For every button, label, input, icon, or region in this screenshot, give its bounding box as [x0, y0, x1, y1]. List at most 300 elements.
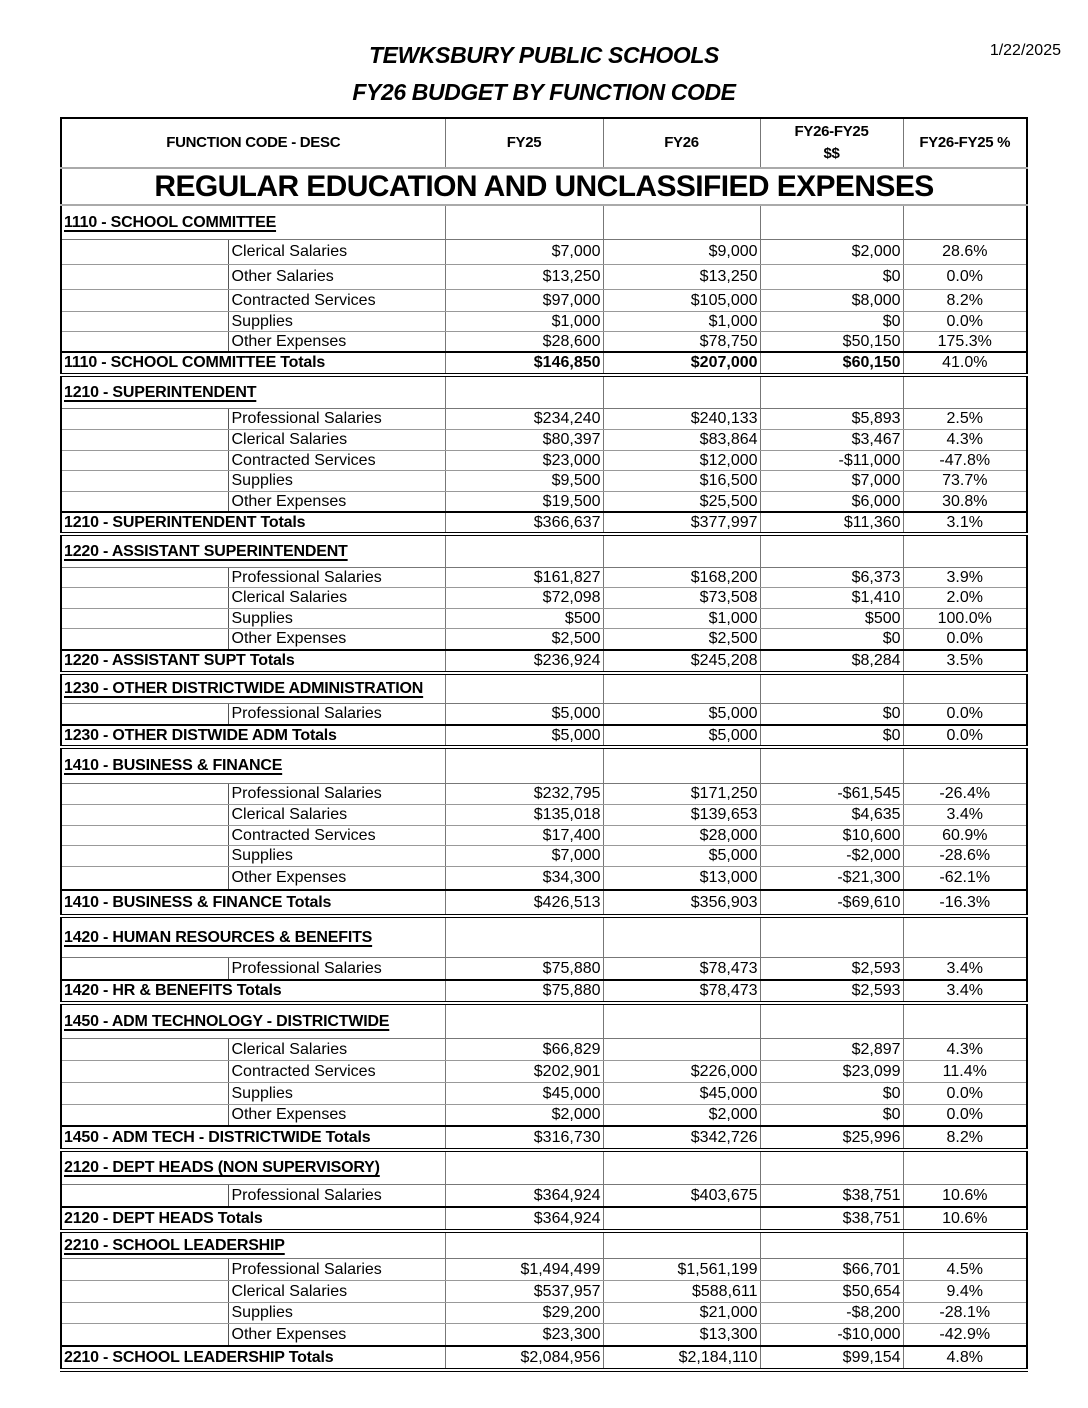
table-row	[61, 1039, 1027, 1061]
fy25-value: $161,827	[445, 568, 603, 588]
empty-cell	[445, 534, 603, 568]
section-total-row	[61, 512, 1027, 534]
empty-cell	[445, 1003, 603, 1039]
line-item-desc: Professional Salaries	[228, 1185, 445, 1208]
fy26-value: $5,000	[603, 846, 760, 867]
total-fy26: $356,903	[603, 890, 760, 916]
fy25-value: $45,000	[445, 1083, 603, 1105]
indent-cell	[61, 1105, 228, 1127]
empty-cell	[903, 375, 1027, 409]
total-diff: -$69,610	[760, 890, 903, 916]
total-fy26: $207,000	[603, 352, 760, 375]
line-item-desc: Supplies	[228, 609, 445, 629]
total-label: 2120 - DEPT HEADS Totals	[61, 1207, 445, 1231]
line-item-desc: Other Expenses	[228, 1324, 445, 1347]
total-fy25: $2,084,956	[445, 1346, 603, 1370]
pct-value: 0.0%	[903, 1105, 1027, 1127]
budget-table	[60, 117, 1028, 1372]
section-total-row	[61, 352, 1027, 375]
total-fy25: $364,924	[445, 1207, 603, 1231]
empty-cell	[760, 534, 903, 568]
diff-value: -$2,000	[760, 846, 903, 867]
fy26-value: $78,473	[603, 958, 760, 981]
pct-value: 3.4%	[903, 958, 1027, 981]
empty-cell	[445, 375, 603, 409]
section-header-row	[61, 1003, 1027, 1039]
diff-value: $50,654	[760, 1281, 903, 1303]
section-header-row	[61, 673, 1027, 704]
pct-value: -26.4%	[903, 784, 1027, 805]
diff-value: $500	[760, 609, 903, 629]
pct-value: -42.9%	[903, 1324, 1027, 1347]
diff-value: $8,000	[760, 290, 903, 312]
total-fy25: $236,924	[445, 650, 603, 673]
line-item-desc: Clerical Salaries	[228, 588, 445, 609]
section-total-row	[61, 1126, 1027, 1150]
pct-value: 0.0%	[903, 629, 1027, 651]
diff-value: -$11,000	[760, 451, 903, 471]
fy25-value: $9,500	[445, 471, 603, 492]
diff-value: $10,600	[760, 826, 903, 846]
table-row	[61, 332, 1027, 353]
fy25-value: $232,795	[445, 784, 603, 805]
fy25-value: $66,829	[445, 1039, 603, 1061]
pct-value: 9.4%	[903, 1281, 1027, 1303]
table-row	[61, 1303, 1027, 1324]
empty-cell	[760, 1231, 903, 1259]
section-header-row	[61, 1150, 1027, 1185]
line-item-desc: Professional Salaries	[228, 958, 445, 981]
empty-cell	[603, 1003, 760, 1039]
fy25-value: $1,000	[445, 312, 603, 332]
diff-value: $6,000	[760, 492, 903, 513]
diff-value: $0	[760, 1083, 903, 1105]
fy26-value: $226,000	[603, 1061, 760, 1083]
total-label: 2210 - SCHOOL LEADERSHIP Totals	[61, 1346, 445, 1370]
document-title: TEWKSBURY PUBLIC SCHOOLS	[369, 42, 719, 68]
diff-value: $50,150	[760, 332, 903, 353]
indent-cell	[61, 240, 228, 265]
line-item-desc: Other Expenses	[228, 1105, 445, 1127]
fy26-value	[603, 1039, 760, 1061]
section-header: 1110 - SCHOOL COMMITTEE	[61, 205, 445, 240]
line-item-desc: Contracted Services	[228, 1061, 445, 1083]
section-total-row	[61, 1207, 1027, 1231]
total-label: 1450 - ADM TECH - DISTRICTWIDE Totals	[61, 1126, 445, 1150]
fy26-value: $83,864	[603, 430, 760, 451]
empty-cell	[445, 747, 603, 784]
total-label: 1220 - ASSISTANT SUPT Totals	[61, 650, 445, 673]
indent-cell	[61, 1185, 228, 1208]
line-item-desc: Supplies	[228, 846, 445, 867]
fy25-value: $537,957	[445, 1281, 603, 1303]
diff-value: $0	[760, 1105, 903, 1127]
empty-cell	[603, 916, 760, 958]
table-row	[61, 240, 1027, 265]
fy25-value: $135,018	[445, 805, 603, 826]
pct-value: 4.3%	[903, 430, 1027, 451]
total-pct: 10.6%	[903, 1207, 1027, 1231]
fy25-value: $80,397	[445, 430, 603, 451]
total-diff: $2,593	[760, 980, 903, 1003]
fy26-value: $45,000	[603, 1083, 760, 1105]
header-diff-line1: FY26-FY25	[794, 123, 869, 141]
indent-cell	[61, 588, 228, 609]
table-row	[61, 629, 1027, 651]
pct-value: -47.8%	[903, 451, 1027, 471]
fy26-value: $240,133	[603, 409, 760, 430]
diff-value: $3,467	[760, 430, 903, 451]
section-header: 1410 - BUSINESS & FINANCE	[61, 747, 445, 784]
fy26-value: $13,000	[603, 867, 760, 891]
section-banner-row	[61, 168, 1027, 205]
fy25-value: $2,000	[445, 1105, 603, 1127]
fy25-value: $19,500	[445, 492, 603, 513]
total-pct: 3.5%	[903, 650, 1027, 673]
section-total-row	[61, 980, 1027, 1003]
indent-cell	[61, 958, 228, 981]
line-item-desc: Clerical Salaries	[228, 805, 445, 826]
indent-cell	[61, 609, 228, 629]
empty-cell	[445, 205, 603, 240]
fy25-value: $23,000	[445, 451, 603, 471]
table-row	[61, 958, 1027, 981]
empty-cell	[603, 205, 760, 240]
indent-cell	[61, 1039, 228, 1061]
table-row	[61, 609, 1027, 629]
indent-cell	[61, 867, 228, 891]
empty-cell	[903, 1231, 1027, 1259]
line-item-desc: Contracted Services	[228, 290, 445, 312]
total-label: 1110 - SCHOOL COMMITTEE Totals	[61, 352, 445, 375]
pct-value: 4.3%	[903, 1039, 1027, 1061]
diff-value: $7,000	[760, 471, 903, 492]
total-pct: 3.4%	[903, 980, 1027, 1003]
pct-value: 10.6%	[903, 1185, 1027, 1208]
total-fy26: $2,184,110	[603, 1346, 760, 1370]
pct-value: 0.0%	[903, 312, 1027, 332]
total-fy25: $316,730	[445, 1126, 603, 1150]
fy25-value: $72,098	[445, 588, 603, 609]
pct-value: 28.6%	[903, 240, 1027, 265]
empty-cell	[760, 1150, 903, 1185]
indent-cell	[61, 451, 228, 471]
fy26-value: $9,000	[603, 240, 760, 265]
fy26-value: $28,000	[603, 826, 760, 846]
line-item-desc: Supplies	[228, 1083, 445, 1105]
pct-value: 2.0%	[903, 588, 1027, 609]
indent-cell	[61, 265, 228, 290]
line-item-desc: Supplies	[228, 312, 445, 332]
indent-cell	[61, 784, 228, 805]
section-header-row	[61, 375, 1027, 409]
pct-value: 0.0%	[903, 265, 1027, 290]
line-item-desc: Professional Salaries	[228, 1259, 445, 1281]
empty-cell	[603, 1231, 760, 1259]
fy25-value: $75,880	[445, 958, 603, 981]
pct-value: 3.9%	[903, 568, 1027, 588]
total-diff: $99,154	[760, 1346, 903, 1370]
table-row	[61, 471, 1027, 492]
fy26-value: $12,000	[603, 451, 760, 471]
total-pct: 3.1%	[903, 512, 1027, 534]
indent-cell	[61, 826, 228, 846]
fy25-value: $17,400	[445, 826, 603, 846]
line-item-desc: Other Expenses	[228, 867, 445, 891]
line-item-desc: Contracted Services	[228, 826, 445, 846]
total-label: 1410 - BUSINESS & FINANCE Totals	[61, 890, 445, 916]
diff-value: $4,635	[760, 805, 903, 826]
empty-cell	[445, 1231, 603, 1259]
document-date: 1/22/2025	[989, 42, 1061, 59]
fy25-value: $23,300	[445, 1324, 603, 1347]
empty-cell	[903, 205, 1027, 240]
diff-value: $5,893	[760, 409, 903, 430]
fy25-value: $234,240	[445, 409, 603, 430]
empty-cell	[903, 1003, 1027, 1039]
total-label: 1210 - SUPERINTENDENT Totals	[61, 512, 445, 534]
fy26-value: $1,000	[603, 609, 760, 629]
indent-cell	[61, 629, 228, 651]
table-row	[61, 409, 1027, 430]
fy26-value: $5,000	[603, 704, 760, 726]
total-fy25: $146,850	[445, 352, 603, 375]
fy26-value: $403,675	[603, 1185, 760, 1208]
pct-value: -28.6%	[903, 846, 1027, 867]
fy26-value: $25,500	[603, 492, 760, 513]
fy26-value: $168,200	[603, 568, 760, 588]
diff-value: $6,373	[760, 568, 903, 588]
line-item-desc: Clerical Salaries	[228, 430, 445, 451]
fy25-value: $7,000	[445, 240, 603, 265]
indent-cell	[61, 1083, 228, 1105]
pct-value: 8.2%	[903, 290, 1027, 312]
line-item-desc: Contracted Services	[228, 451, 445, 471]
pct-value: 0.0%	[903, 1083, 1027, 1105]
fy26-value: $1,561,199	[603, 1259, 760, 1281]
section-header: 2120 - DEPT HEADS (NON SUPERVISORY)	[61, 1150, 445, 1185]
section-total-row	[61, 1346, 1027, 1370]
total-fy25: $366,637	[445, 512, 603, 534]
diff-value: $23,099	[760, 1061, 903, 1083]
table-row	[61, 290, 1027, 312]
line-item-desc: Clerical Salaries	[228, 1281, 445, 1303]
pct-value: -62.1%	[903, 867, 1027, 891]
fy26-value: $1,000	[603, 312, 760, 332]
table-row	[61, 451, 1027, 471]
total-fy26	[603, 1207, 760, 1231]
section-total-row	[61, 650, 1027, 673]
fy26-value: $13,250	[603, 265, 760, 290]
fy26-value: $588,611	[603, 1281, 760, 1303]
table-row	[61, 805, 1027, 826]
empty-cell	[445, 916, 603, 958]
total-diff: $25,996	[760, 1126, 903, 1150]
line-item-desc: Professional Salaries	[228, 568, 445, 588]
line-item-desc: Clerical Salaries	[228, 240, 445, 265]
section-header: 1450 - ADM TECHNOLOGY - DISTRICTWIDE	[61, 1003, 445, 1039]
indent-cell	[61, 290, 228, 312]
section-header: 1420 - HUMAN RESOURCES & BENEFITS	[61, 916, 445, 958]
fy26-value: $13,300	[603, 1324, 760, 1347]
indent-cell	[61, 430, 228, 451]
empty-cell	[903, 534, 1027, 568]
section-total-row	[61, 725, 1027, 747]
fy26-value: $2,000	[603, 1105, 760, 1127]
line-item-desc: Professional Salaries	[228, 409, 445, 430]
total-pct: 0.0%	[903, 725, 1027, 747]
fy26-value: $16,500	[603, 471, 760, 492]
indent-cell	[61, 332, 228, 353]
header-function-code-desc: FUNCTION CODE - DESC	[61, 118, 445, 168]
indent-cell	[61, 846, 228, 867]
total-diff: $0	[760, 725, 903, 747]
total-diff: $38,751	[760, 1207, 903, 1231]
section-header-row	[61, 534, 1027, 568]
diff-value: $0	[760, 704, 903, 726]
section-header-row	[61, 916, 1027, 958]
fy26-value: $2,500	[603, 629, 760, 651]
table-header-row	[61, 118, 1027, 168]
indent-cell	[61, 704, 228, 726]
diff-value: -$10,000	[760, 1324, 903, 1347]
diff-value: $0	[760, 312, 903, 332]
header-diff-line2: $$	[823, 145, 840, 162]
line-item-desc: Other Expenses	[228, 492, 445, 513]
total-diff: $11,360	[760, 512, 903, 534]
table-row	[61, 1105, 1027, 1127]
diff-value: $38,751	[760, 1185, 903, 1208]
fy25-value: $34,300	[445, 867, 603, 891]
indent-cell	[61, 1259, 228, 1281]
header-fy25: FY25	[445, 118, 603, 168]
empty-cell	[760, 673, 903, 704]
table-row	[61, 846, 1027, 867]
section-header: 1220 - ASSISTANT SUPERINTENDENT	[61, 534, 445, 568]
table-row	[61, 568, 1027, 588]
table-row	[61, 784, 1027, 805]
fy26-value: $105,000	[603, 290, 760, 312]
total-pct: -16.3%	[903, 890, 1027, 916]
pct-value: 73.7%	[903, 471, 1027, 492]
total-pct: 41.0%	[903, 352, 1027, 375]
document-subtitle: FY26 BUDGET BY FUNCTION CODE	[352, 79, 736, 105]
empty-cell	[760, 1003, 903, 1039]
total-fy25: $5,000	[445, 725, 603, 747]
header-pct: FY26-FY25 %	[903, 118, 1027, 168]
section-header-row	[61, 205, 1027, 240]
header-diff	[760, 118, 903, 168]
fy25-value: $28,600	[445, 332, 603, 353]
pct-value: 175.3%	[903, 332, 1027, 353]
fy26-value: $73,508	[603, 588, 760, 609]
line-item-desc: Other Expenses	[228, 629, 445, 651]
total-fy25: $426,513	[445, 890, 603, 916]
indent-cell	[61, 568, 228, 588]
total-fy26: $377,997	[603, 512, 760, 534]
diff-value: $0	[760, 629, 903, 651]
diff-value: -$21,300	[760, 867, 903, 891]
total-label: 1420 - HR & BENEFITS Totals	[61, 980, 445, 1003]
empty-cell	[603, 1150, 760, 1185]
indent-cell	[61, 805, 228, 826]
line-item-desc: Other Expenses	[228, 332, 445, 353]
empty-cell	[445, 673, 603, 704]
line-item-desc: Professional Salaries	[228, 784, 445, 805]
table-row	[61, 588, 1027, 609]
table-row	[61, 867, 1027, 891]
diff-value: $2,897	[760, 1039, 903, 1061]
empty-cell	[903, 747, 1027, 784]
header-fy26: FY26	[603, 118, 760, 168]
pct-value: 0.0%	[903, 704, 1027, 726]
pct-value: 4.5%	[903, 1259, 1027, 1281]
indent-cell	[61, 409, 228, 430]
total-fy26: $78,473	[603, 980, 760, 1003]
table-row	[61, 1185, 1027, 1208]
table-row	[61, 1061, 1027, 1083]
empty-cell	[603, 747, 760, 784]
pct-value: 60.9%	[903, 826, 1027, 846]
fy25-value: $202,901	[445, 1061, 603, 1083]
indent-cell	[61, 492, 228, 513]
pct-value: -28.1%	[903, 1303, 1027, 1324]
section-header: 1210 - SUPERINTENDENT	[61, 375, 445, 409]
fy25-value: $97,000	[445, 290, 603, 312]
line-item-desc: Other Salaries	[228, 265, 445, 290]
fy25-value: $7,000	[445, 846, 603, 867]
section-banner: REGULAR EDUCATION AND UNCLASSIFIED EXPENSES	[61, 168, 1027, 205]
indent-cell	[61, 1061, 228, 1083]
table-row	[61, 1259, 1027, 1281]
fy25-value: $1,494,499	[445, 1259, 603, 1281]
diff-value: $2,593	[760, 958, 903, 981]
section-header: 2210 - SCHOOL LEADERSHIP	[61, 1231, 445, 1259]
table-row	[61, 1281, 1027, 1303]
fy25-value: $5,000	[445, 704, 603, 726]
fy26-value: $139,653	[603, 805, 760, 826]
pct-value: 11.4%	[903, 1061, 1027, 1083]
fy26-value: $78,750	[603, 332, 760, 353]
fy25-value: $2,500	[445, 629, 603, 651]
empty-cell	[603, 375, 760, 409]
total-fy25: $75,880	[445, 980, 603, 1003]
total-fy26: $5,000	[603, 725, 760, 747]
table-row	[61, 430, 1027, 451]
table-row	[61, 265, 1027, 290]
empty-cell	[603, 534, 760, 568]
empty-cell	[760, 375, 903, 409]
fy26-value: $171,250	[603, 784, 760, 805]
table-row	[61, 1324, 1027, 1347]
total-diff: $8,284	[760, 650, 903, 673]
fy25-value: $500	[445, 609, 603, 629]
empty-cell	[603, 673, 760, 704]
diff-value: $0	[760, 265, 903, 290]
pct-value: 100.0%	[903, 609, 1027, 629]
indent-cell	[61, 1324, 228, 1347]
total-pct: 8.2%	[903, 1126, 1027, 1150]
indent-cell	[61, 1281, 228, 1303]
indent-cell	[61, 471, 228, 492]
empty-cell	[903, 673, 1027, 704]
line-item-desc: Clerical Salaries	[228, 1039, 445, 1061]
table-row	[61, 1083, 1027, 1105]
section-total-row	[61, 890, 1027, 916]
empty-cell	[445, 1150, 603, 1185]
pct-value: 2.5%	[903, 409, 1027, 430]
total-fy26: $245,208	[603, 650, 760, 673]
